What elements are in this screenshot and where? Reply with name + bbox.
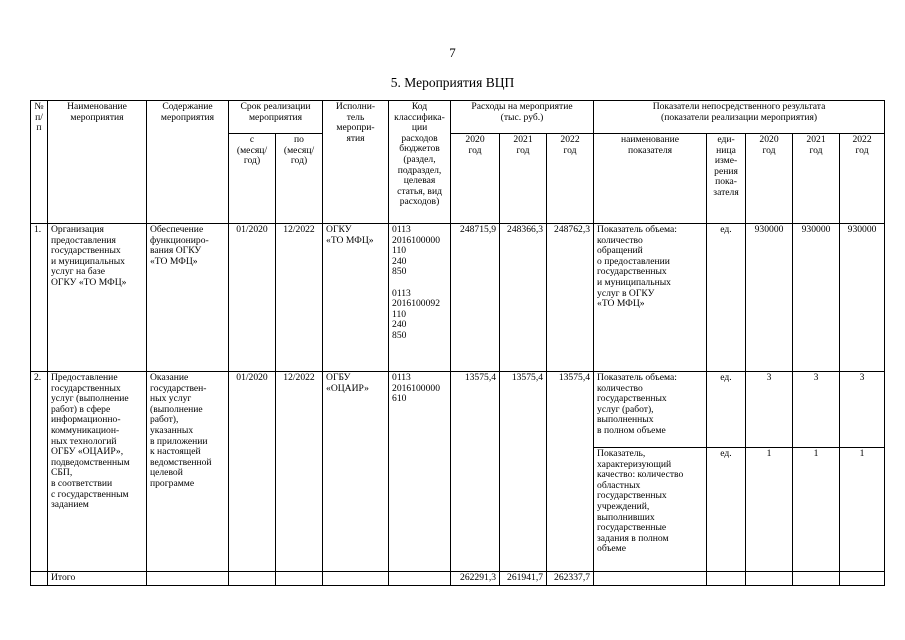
indicator-unit: ед. [707, 224, 746, 372]
total-expense-2020: 262291,3 [451, 572, 500, 586]
header-indicator-2022: 2022 год [840, 134, 885, 224]
header-period: Срок реализации мероприятия [229, 101, 323, 134]
row-from: 01/2020 [229, 224, 276, 372]
total-empty-cell [840, 572, 885, 586]
row-expense-2022: 13575,4 [547, 372, 594, 572]
indicator-2022: 3 [840, 372, 885, 448]
header-expense-2020: 2020 год [451, 134, 500, 224]
header-indicator-name: наименование показателя [594, 134, 707, 224]
total-expense-2022: 262337,7 [547, 572, 594, 586]
row-content: Обеспечение функциониро- вания ОГКУ «ТО МФЦ» [147, 224, 229, 372]
section-title: 5. Мероприятия ВЦП [390, 75, 515, 90]
total-expense-2021: 261941,7 [500, 572, 547, 586]
header-indicator-2021: 2021 год [793, 134, 840, 224]
row-expense-2020: 13575,4 [451, 372, 500, 572]
row-num: 2. [31, 372, 48, 572]
indicator-name: Показатель объема: количество обращений о предоставлении государственных и муниципальных услуг в ОГКУ «ТО МФЦ» [594, 224, 707, 372]
indicator-2022: 1 [840, 448, 885, 572]
row-content: Оказание государствен- ных услуг (выполнение работ), указанных в приложении к настоящей ведомственной целевой программе [147, 372, 229, 572]
total-empty-cell [323, 572, 389, 586]
header-expense-2021: 2021 год [500, 134, 547, 224]
indicator-2020: 930000 [746, 224, 793, 372]
total-empty-cell [389, 572, 451, 586]
total-empty-cell [229, 572, 276, 586]
total-label: Итого [48, 572, 147, 586]
indicator-2022: 930000 [840, 224, 885, 372]
total-empty-cell [276, 572, 323, 586]
total-empty-cell [746, 572, 793, 586]
header-content: Содержание мероприятия [147, 101, 229, 224]
table-row [31, 372, 885, 448]
indicator-name: Показатель, характеризующий качество: количество областных государственных учреждений, выполнивших государственные задания в полном объеме [594, 448, 707, 572]
row-expense-2021: 248366,3 [500, 224, 547, 372]
header-expense-2022: 2022 год [547, 134, 594, 224]
total-row [31, 572, 885, 586]
row-name: Предоставление государственных услуг (выполнение работ) в сфере информационно- коммуникацион- ных технологий ОГБУ «ОЦАИР», подведомственным СБП, в соответствии с государственным заданием [48, 372, 147, 572]
header-executor: Исполни- тель меропри- ятия [323, 101, 389, 224]
header-num: № п/п [31, 101, 48, 224]
total-empty-cell [147, 572, 229, 586]
header-code: Код классифика- ции расходов бюджетов (раздел, подраздел, целевая статья, вид расходов) [389, 101, 451, 224]
header-from: с (месяц/ год) [229, 134, 276, 224]
total-num [31, 572, 48, 586]
indicator-name: Показатель объема: количество государственных услуг (работ), выполненных в полном объеме [594, 372, 707, 448]
header-indicators: Показатели непосредственного результата (показатели реализации мероприятия) [594, 101, 885, 134]
row-executor: ОГКУ «ТО МФЦ» [323, 224, 389, 372]
row-code: 0113 2016100000 110 240 850 0113 2016100092 110 240 850 [389, 224, 451, 372]
indicator-2021: 930000 [793, 224, 840, 372]
page-number: 7 [449, 45, 456, 60]
indicator-unit: ед. [707, 448, 746, 572]
indicator-2020: 1 [746, 448, 793, 572]
row-executor: ОГБУ «ОЦАИР» [323, 372, 389, 572]
indicator-2021: 3 [793, 372, 840, 448]
row-from: 01/2020 [229, 372, 276, 572]
total-empty-cell [793, 572, 840, 586]
indicator-2021: 1 [793, 448, 840, 572]
row-name: Организация предоставления государственных и муниципальных услуг на базе ОГКУ «ТО МФЦ» [48, 224, 147, 372]
row-num: 1. [31, 224, 48, 372]
header-indicator-2020: 2020 год [746, 134, 793, 224]
indicator-unit: ед. [707, 372, 746, 448]
header-expenses: Расходы на мероприятие (тыс. руб.) [451, 101, 594, 134]
row-expense-2020: 248715,9 [451, 224, 500, 372]
header-name: Наименование мероприятия [48, 101, 147, 224]
row-expense-2021: 13575,4 [500, 372, 547, 572]
row-to: 12/2022 [276, 224, 323, 372]
total-empty-cell [594, 572, 707, 586]
row-code: 0113 2016100000 610 [389, 372, 451, 572]
header-unit: еди- ница изме- рения пока- зателя [707, 134, 746, 224]
total-empty-cell [707, 572, 746, 586]
row-to: 12/2022 [276, 372, 323, 572]
indicator-2020: 3 [746, 372, 793, 448]
header-to: по (месяц/ год) [276, 134, 323, 224]
row-expense-2022: 248762,3 [547, 224, 594, 372]
table-row [31, 224, 885, 372]
events-table [30, 100, 885, 586]
